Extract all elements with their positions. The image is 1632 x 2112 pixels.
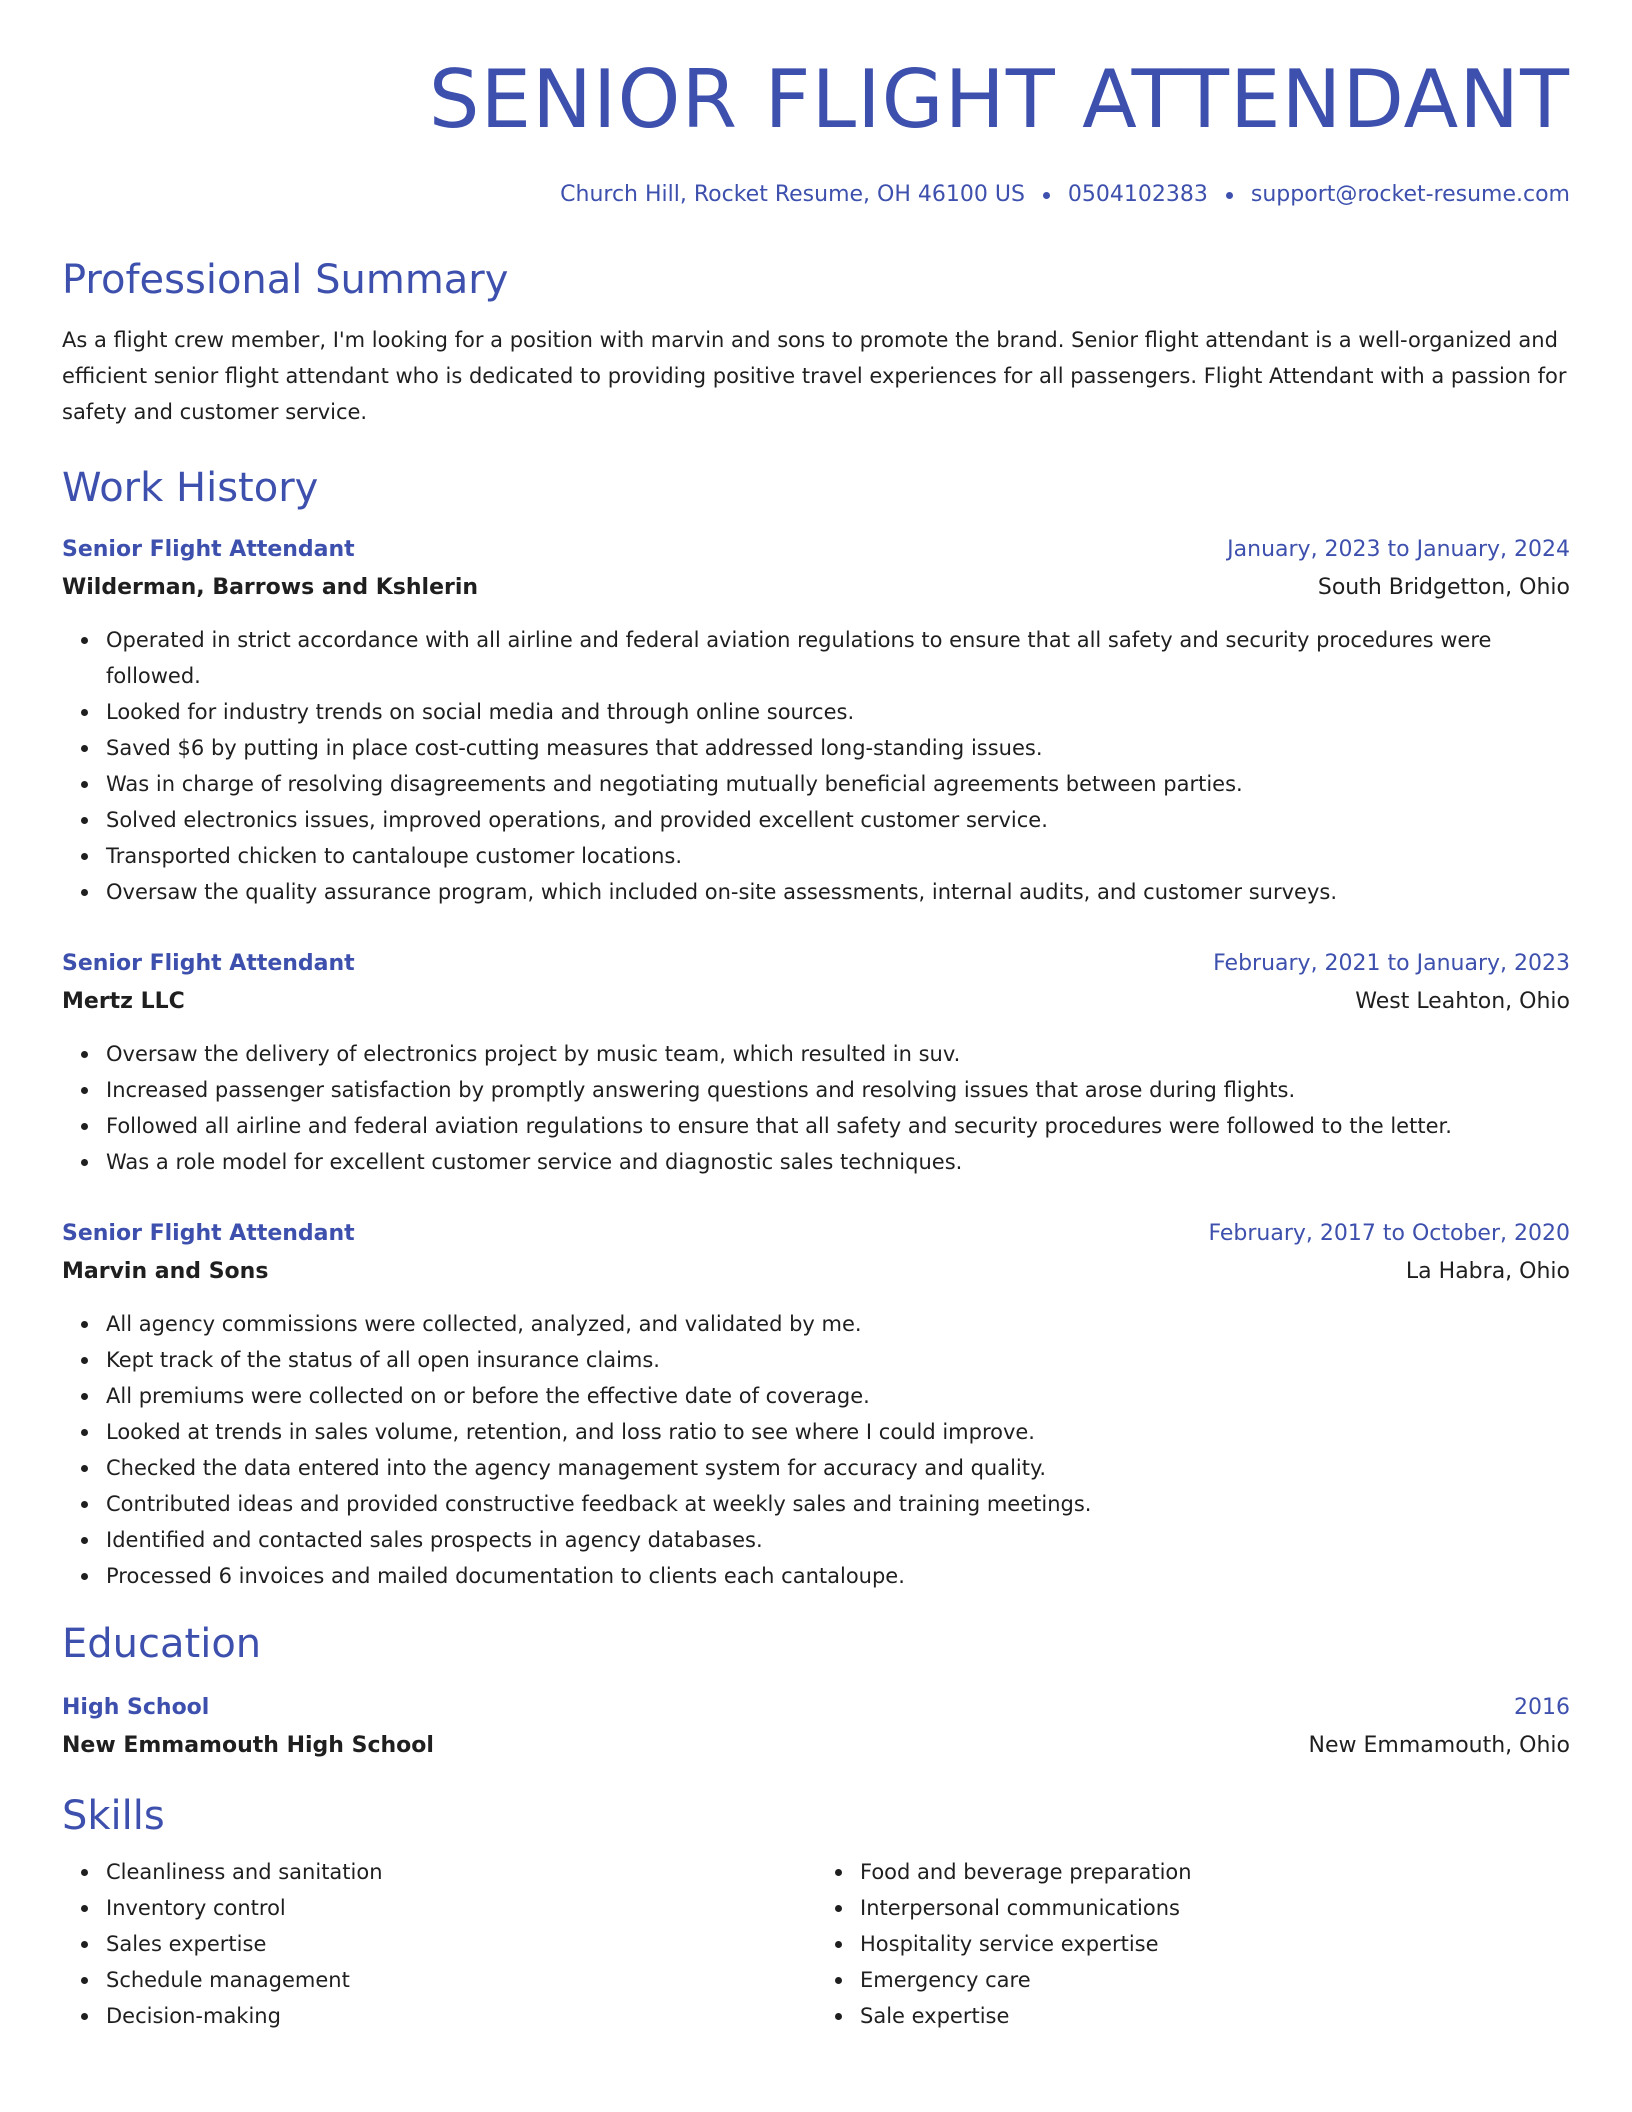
contact-line	[62, 180, 1570, 210]
contact-phone: 0504102383	[1067, 182, 1208, 207]
job-bullets	[62, 1036, 1570, 1180]
education-heading: Education	[62, 1621, 262, 1667]
job-bullet: Looked for industry trends on social media and through online sources.	[106, 694, 1570, 730]
job-location: West Leahton, Ohio	[1355, 989, 1570, 1014]
job-bullet: Solved electronics issues, improved operations, and provided excellent customer service.	[106, 802, 1570, 838]
job-bullet: Identified and contacted sales prospects in agency databases.	[106, 1522, 1570, 1558]
summary-text: As a flight crew member, I'm looking for a position with marvin and sons to promote the brand. Senior flight attendant is a well-organized and efficient senior flight attendant who is dedicated to providing positive travel experiences for all passengers. Flight Attendant with a passion for safety and customer service.	[62, 328, 1567, 424]
job-bullet: Operated in strict accordance with all airline and federal aviation regulations to ensure that all safety and security procedures were followed.	[106, 622, 1570, 694]
education-year: 2016	[1514, 1695, 1570, 1720]
work-history-heading: Work History	[62, 465, 319, 511]
job-entry	[62, 1216, 1570, 1594]
job-bullets	[62, 622, 1570, 910]
skill-item: Decision-making	[106, 1998, 816, 2034]
contact-email: support@rocket-resume.com	[1250, 182, 1570, 207]
job-employer: Wilderman, Barrows and Kshlerin	[62, 575, 479, 600]
job-bullet: Was in charge of resolving disagreements and negotiating mutually beneficial agreements between parties.	[106, 766, 1570, 802]
job-dates: February, 2017 to October, 2020	[1208, 1221, 1570, 1246]
job-bullet: Oversaw the delivery of electronics project by music team, which resulted in suv.	[106, 1036, 1570, 1072]
education-entry	[62, 1690, 1570, 1766]
skill-item: Emergency care	[860, 1962, 1570, 1998]
job-title: Senior Flight Attendant	[62, 537, 355, 562]
job-dates: February, 2021 to January, 2023	[1213, 951, 1570, 976]
job-bullet: Followed all airline and federal aviation regulations to ensure that all safety and security procedures were followed to the letter.	[106, 1108, 1570, 1144]
job-bullet: All premiums were collected on or before the effective date of coverage.	[106, 1378, 1570, 1414]
job-bullet: Oversaw the quality assurance program, which included on-site assessments, internal audits, and customer surveys.	[106, 874, 1570, 910]
skill-item: Interpersonal communications	[860, 1890, 1570, 1926]
skill-item: Cleanliness and sanitation	[106, 1854, 816, 1890]
job-bullet: Checked the data entered into the agency management system for accuracy and quality.	[106, 1450, 1570, 1486]
contact-address: Church Hill, Rocket Resume, OH 46100 US	[560, 182, 1025, 207]
skills-list	[62, 1854, 1570, 2034]
contact-separator	[1043, 192, 1050, 199]
job-bullet: All agency commissions were collected, analyzed, and validated by me.	[106, 1306, 1570, 1342]
job-employer: Mertz LLC	[62, 989, 185, 1014]
job-location: La Habra, Ohio	[1405, 1259, 1570, 1284]
skills-column-left	[62, 1854, 816, 2034]
job-bullets	[62, 1306, 1570, 1594]
skill-item: Inventory control	[106, 1890, 816, 1926]
skill-item: Food and beverage preparation	[860, 1854, 1570, 1890]
skill-item: Schedule management	[106, 1962, 816, 1998]
job-employer: Marvin and Sons	[62, 1259, 269, 1284]
education-location: New Emmamouth, Ohio	[1308, 1733, 1570, 1758]
job-dates: January, 2023 to January, 2024	[1227, 537, 1570, 562]
job-title: Senior Flight Attendant	[62, 1221, 355, 1246]
summary-heading: Professional Summary	[62, 257, 509, 303]
job-bullet: Was a role model for excellent customer service and diagnostic sales techniques.	[106, 1144, 1570, 1180]
job-bullet: Saved $6 by putting in place cost-cutting measures that addressed long-standing issues.	[106, 730, 1570, 766]
job-entry	[62, 532, 1570, 910]
job-bullet: Transported chicken to cantaloupe customer locations.	[106, 838, 1570, 874]
skills-heading: Skills	[62, 1793, 165, 1839]
job-entry	[62, 946, 1570, 1180]
job-title: Senior Flight Attendant	[62, 951, 355, 976]
education-degree: High School	[62, 1695, 210, 1720]
job-bullet: Contributed ideas and provided constructive feedback at weekly sales and training meetings.	[106, 1486, 1570, 1522]
job-bullet: Processed 6 invoices and mailed documentation to clients each cantaloupe.	[106, 1558, 1570, 1594]
skill-item: Hospitality service expertise	[860, 1926, 1570, 1962]
job-bullet: Kept track of the status of all open insurance claims.	[106, 1342, 1570, 1378]
skill-item: Sales expertise	[106, 1926, 816, 1962]
contact-separator	[1226, 192, 1233, 199]
education-school: New Emmamouth High School	[62, 1733, 434, 1758]
skill-item: Sale expertise	[860, 1998, 1570, 2034]
job-bullet: Increased passenger satisfaction by promptly answering questions and resolving issues that arose during flights.	[106, 1072, 1570, 1108]
job-bullet: Looked at trends in sales volume, retention, and loss ratio to see where I could improve.	[106, 1414, 1570, 1450]
job-location: South Bridgetton, Ohio	[1317, 575, 1570, 600]
candidate-name: SENIOR FLIGHT ATTENDANT	[428, 53, 1570, 146]
skills-column-right	[816, 1854, 1570, 2034]
